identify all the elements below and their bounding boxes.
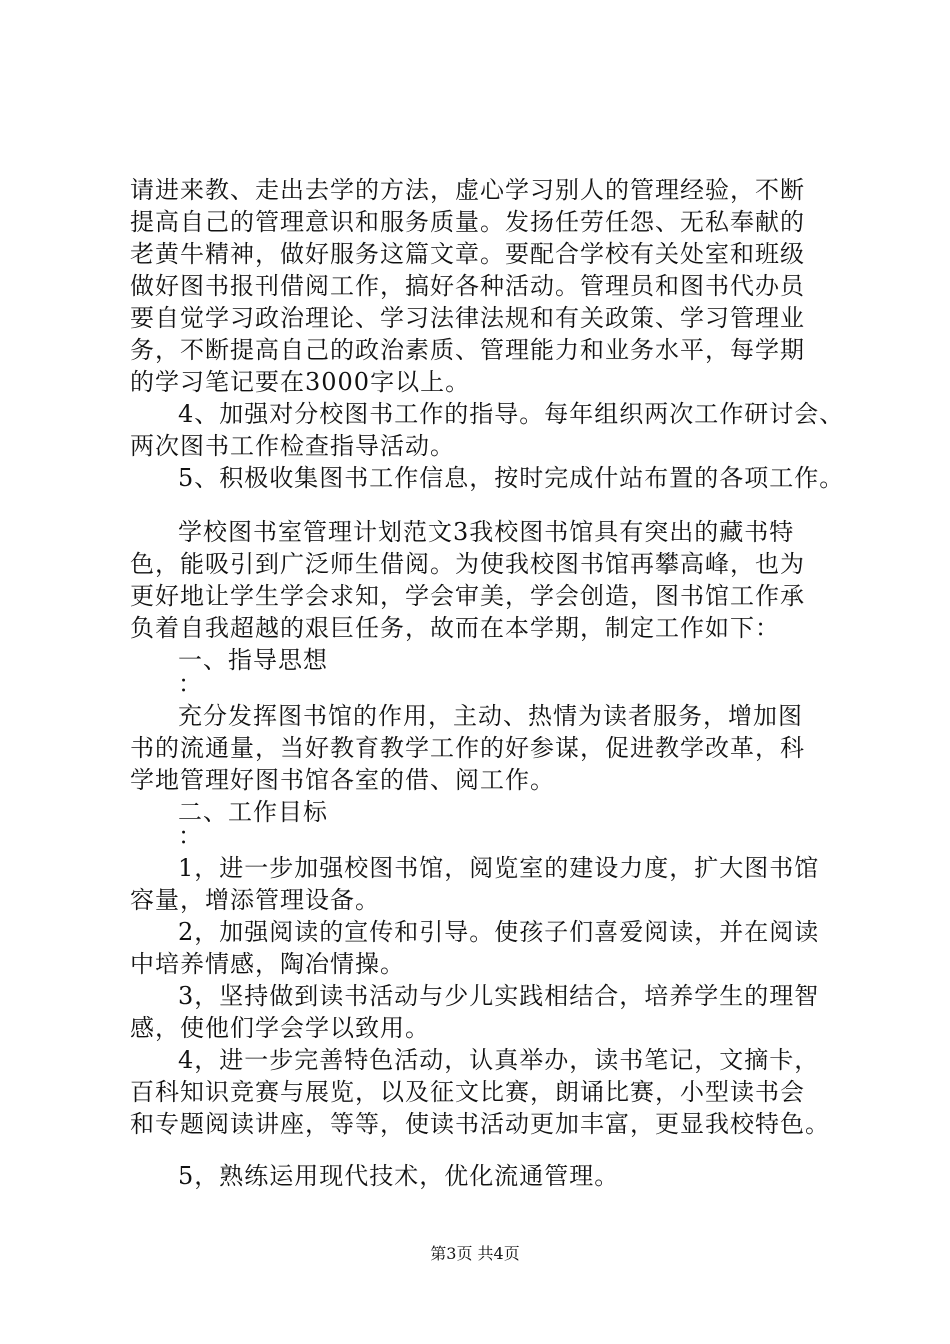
text-line: 4，进一步完善特色活动，认真举办，读书笔记，文摘卡， — [178, 1046, 820, 1074]
text-line: 5、积极收集图书工作信息，按时完成什站布置的各项工作。 — [178, 464, 845, 492]
text-line: 书的流通量，当好教育教学工作的好参谋，促进教学改革，科 — [130, 734, 805, 762]
text-line: ： — [178, 822, 203, 850]
text-line: 做好图书报刊借阅工作，搞好各种活动。管理员和图书代办员 — [130, 272, 805, 300]
text-line: 请进来教、走出去学的方法，虚心学习别人的管理经验，不断 — [130, 176, 805, 204]
page-number: 第3页 共4页 — [430, 1244, 520, 1263]
text-line: 的学习笔记要在3000字以上。 — [130, 368, 471, 396]
text-line: 两次图书工作检查指导活动。 — [130, 432, 455, 460]
text-line: 和专题阅读讲座，等等，使读书活动更加丰富，更显我校特色。 — [130, 1110, 830, 1138]
text-line: 充分发挥图书馆的作用，主动、热情为读者服务，增加图 — [178, 702, 803, 730]
text-line: 老黄牛精神，做好服务这篇文章。要配合学校有关处室和班级 — [130, 240, 805, 268]
text-line: 务，不断提高自己的政治素质、管理能力和业务水平，每学期 — [130, 336, 805, 364]
text-line: 要自觉学习政治理论、学习法律法规和有关政策、学习管理业 — [130, 304, 805, 332]
text-line: 学地管理好图书馆各室的借、阅工作。 — [130, 766, 555, 794]
text-line: 4、加强对分校图书工作的指导。每年组织两次工作研讨会、 — [178, 400, 845, 428]
text-line: 更好地让学生学会求知，学会审美，学会创造，图书馆工作承 — [130, 582, 805, 610]
section-heading: 二、工作目标 — [178, 798, 328, 826]
text-line: 色，能吸引到广泛师生借阅。为使我校图书馆再攀高峰，也为 — [130, 550, 805, 578]
text-line: 1，进一步加强校图书馆，阅览室的建设力度，扩大图书馆 — [178, 854, 820, 882]
text-line: 3，坚持做到读书活动与少儿实践相结合，培养学生的理智 — [178, 982, 820, 1010]
text-line: 学校图书室管理计划范文3我校图书馆具有突出的藏书特 — [178, 518, 795, 546]
text-line: 容量，增添管理设备。 — [130, 886, 380, 914]
text-line: ： — [178, 670, 203, 698]
text-line: 负着自我超越的艰巨任务，故而在本学期，制定工作如下： — [130, 614, 780, 642]
text-line: 2，加强阅读的宣传和引导。使孩子们喜爱阅读，并在阅读 — [178, 918, 820, 946]
text-line: 百科知识竞赛与展览，以及征文比赛，朗诵比赛，小型读书会 — [130, 1078, 805, 1106]
text-line: 提高自己的管理意识和服务质量。发扬任劳任怨、无私奉献的 — [130, 208, 805, 236]
text-line: 5，熟练运用现代技术，优化流通管理。 — [178, 1162, 620, 1190]
section-heading: 一、指导思想 — [178, 646, 328, 674]
text-line: 感，使他们学会学以致用。 — [130, 1014, 430, 1042]
text-line: 中培养情感，陶冶情操。 — [130, 950, 405, 978]
